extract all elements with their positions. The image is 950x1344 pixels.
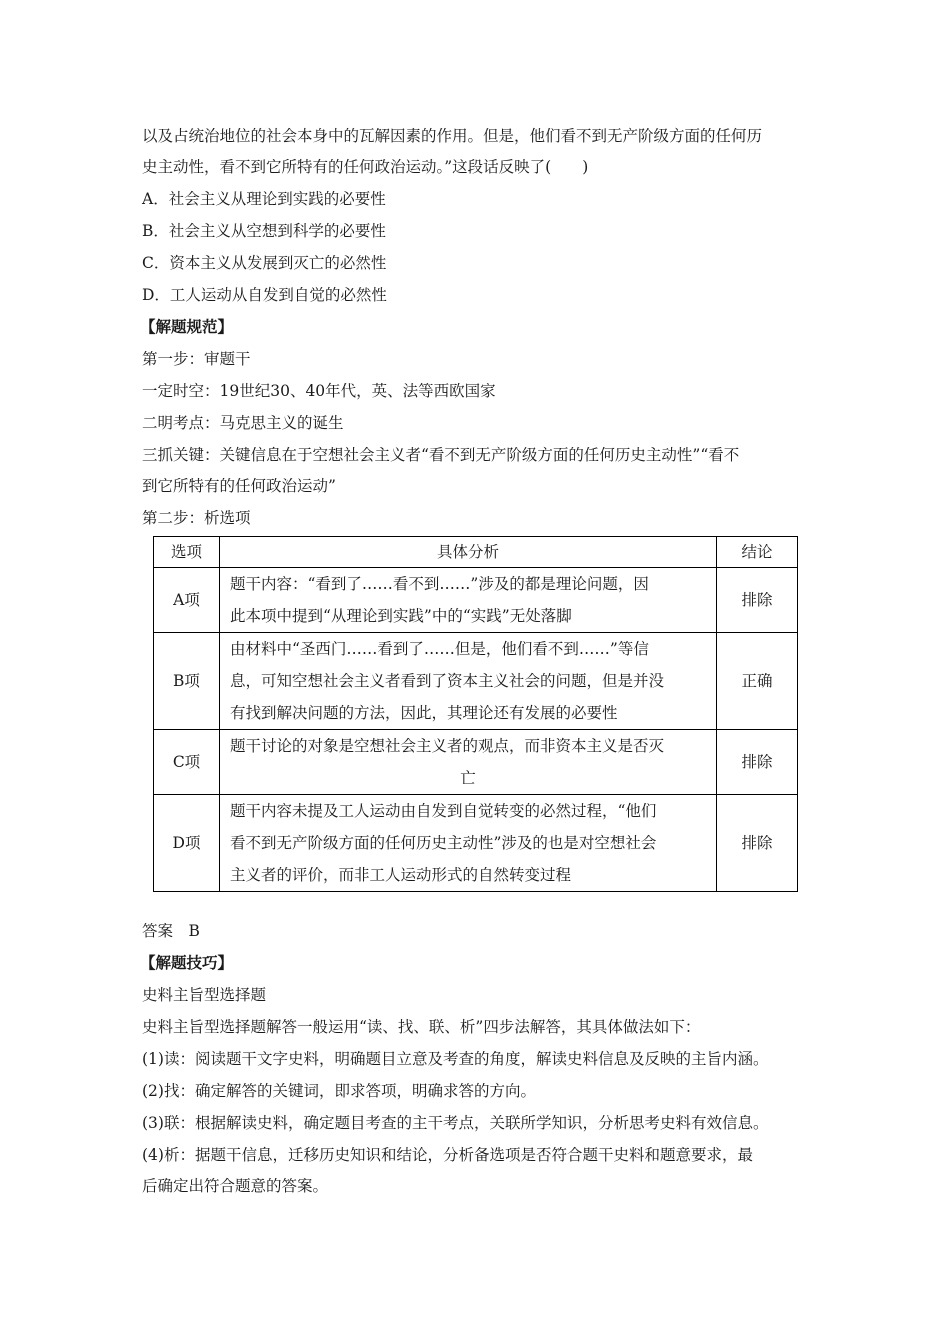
tips-heading: 【解题技巧】	[140, 953, 234, 972]
row-option: A项	[154, 568, 220, 633]
question-text-line-2: 史主动性，看不到它所特有的任何政治运动。”这段话反映了( )	[142, 158, 589, 176]
option-b: B．社会主义从空想到科学的必要性	[142, 222, 386, 240]
solution-heading: 【解题规范】	[140, 317, 234, 336]
step-two-label: 第二步：析选项	[142, 509, 251, 527]
answer-line: 答案 B	[142, 922, 200, 940]
tips-last-line: 后确定出符合题意的答案。	[142, 1177, 329, 1195]
row-conclusion: 排除	[717, 795, 798, 892]
key-info-line-1: 三抓关键：关键信息在于空想社会主义者“看不到无产阶级方面的任何历史主动性”“看不	[142, 446, 740, 464]
row-analysis	[220, 568, 717, 633]
tips-step-read: (1)读：阅读题干文字史料，明确题目立意及考查的角度，解读史料信息及反映的主旨内涵。	[142, 1050, 769, 1068]
analysis-line: 题干内容未提及工人运动由自发到自觉转变的必然过程，“他们	[230, 802, 657, 820]
tips-step-analyze: (4)析：据题干信息，迁移历史知识和结论，分析备选项是否符合题干史料和题意要求，最	[142, 1146, 753, 1164]
row-conclusion: 正确	[717, 633, 798, 730]
row-option: C项	[154, 730, 220, 795]
analysis-line: 看不到无产阶级方面的任何历史主动性”涉及的也是对空想社会	[230, 834, 657, 852]
row-option: D项	[154, 795, 220, 892]
row-conclusion: 排除	[717, 568, 798, 633]
table-row	[154, 730, 798, 795]
analysis-line: 题干内容：“看到了……看不到……”涉及的都是理论问题，因	[230, 575, 649, 593]
option-a: A．社会主义从理论到实践的必要性	[142, 190, 386, 208]
analysis-line: 由材料中“圣西门……看到了……但是，他们看不到……”等信	[230, 640, 649, 658]
table-row	[154, 633, 798, 730]
step-one-label: 第一步：审题干	[142, 350, 251, 368]
row-analysis	[220, 730, 717, 795]
option-c: C．资本主义从发展到灭亡的必然性	[142, 254, 387, 272]
tips-subheading: 史料主旨型选择题	[142, 986, 267, 1004]
test-point-line: 二明考点：马克思主义的诞生	[142, 414, 344, 432]
row-option: B项	[154, 633, 220, 730]
analysis-line: 此本项中提到“从理论到实践”中的“实践”无处落脚	[230, 607, 572, 625]
tips-step-link: (3)联：根据解读史料，确定题目考查的主干考点，关联所学知识，分析思考史料有效信息。	[142, 1114, 769, 1132]
row-analysis	[220, 633, 717, 730]
row-analysis	[220, 795, 717, 892]
row-conclusion: 排除	[717, 730, 798, 795]
time-space-line: 一定时空：19世纪30、40年代，英、法等西欧国家	[142, 382, 496, 400]
key-info-line-2: 到它所特有的任何政治运动”	[142, 477, 336, 495]
option-d: D．工人运动从自发到自觉的必然性	[142, 286, 387, 304]
question-text-line-1: 以及占统治地位的社会本身中的瓦解因素的作用。但是，他们看不到无产阶级方面的任何历	[142, 127, 763, 145]
header-option: 选项	[154, 537, 220, 568]
header-analysis: 具体分析	[220, 537, 717, 568]
table-row	[154, 568, 798, 633]
analysis-line: 有找到解决问题的方法，因此，其理论还有发展的必要性	[230, 704, 618, 722]
analysis-line: 亡	[460, 769, 476, 787]
analysis-line: 题干讨论的对象是空想社会主义者的观点，而非资本主义是否灭	[230, 737, 665, 755]
header-conclusion: 结论	[717, 537, 798, 568]
tips-step-find: (2)找：确定解答的关键词，即求答项，明确求答的方向。	[142, 1082, 536, 1100]
table-row	[154, 795, 798, 892]
analysis-line: 主义者的评价，而非工人运动形式的自然转变过程	[230, 866, 572, 884]
option-analysis-table	[153, 536, 798, 892]
analysis-line: 息，可知空想社会主义者看到了资本主义社会的问题，但是并没	[230, 672, 665, 690]
table-header-row	[154, 537, 798, 568]
tips-intro: 史料主旨型选择题解答一般运用“读、找、联、析”四步法解答，其具体做法如下：	[142, 1018, 701, 1036]
